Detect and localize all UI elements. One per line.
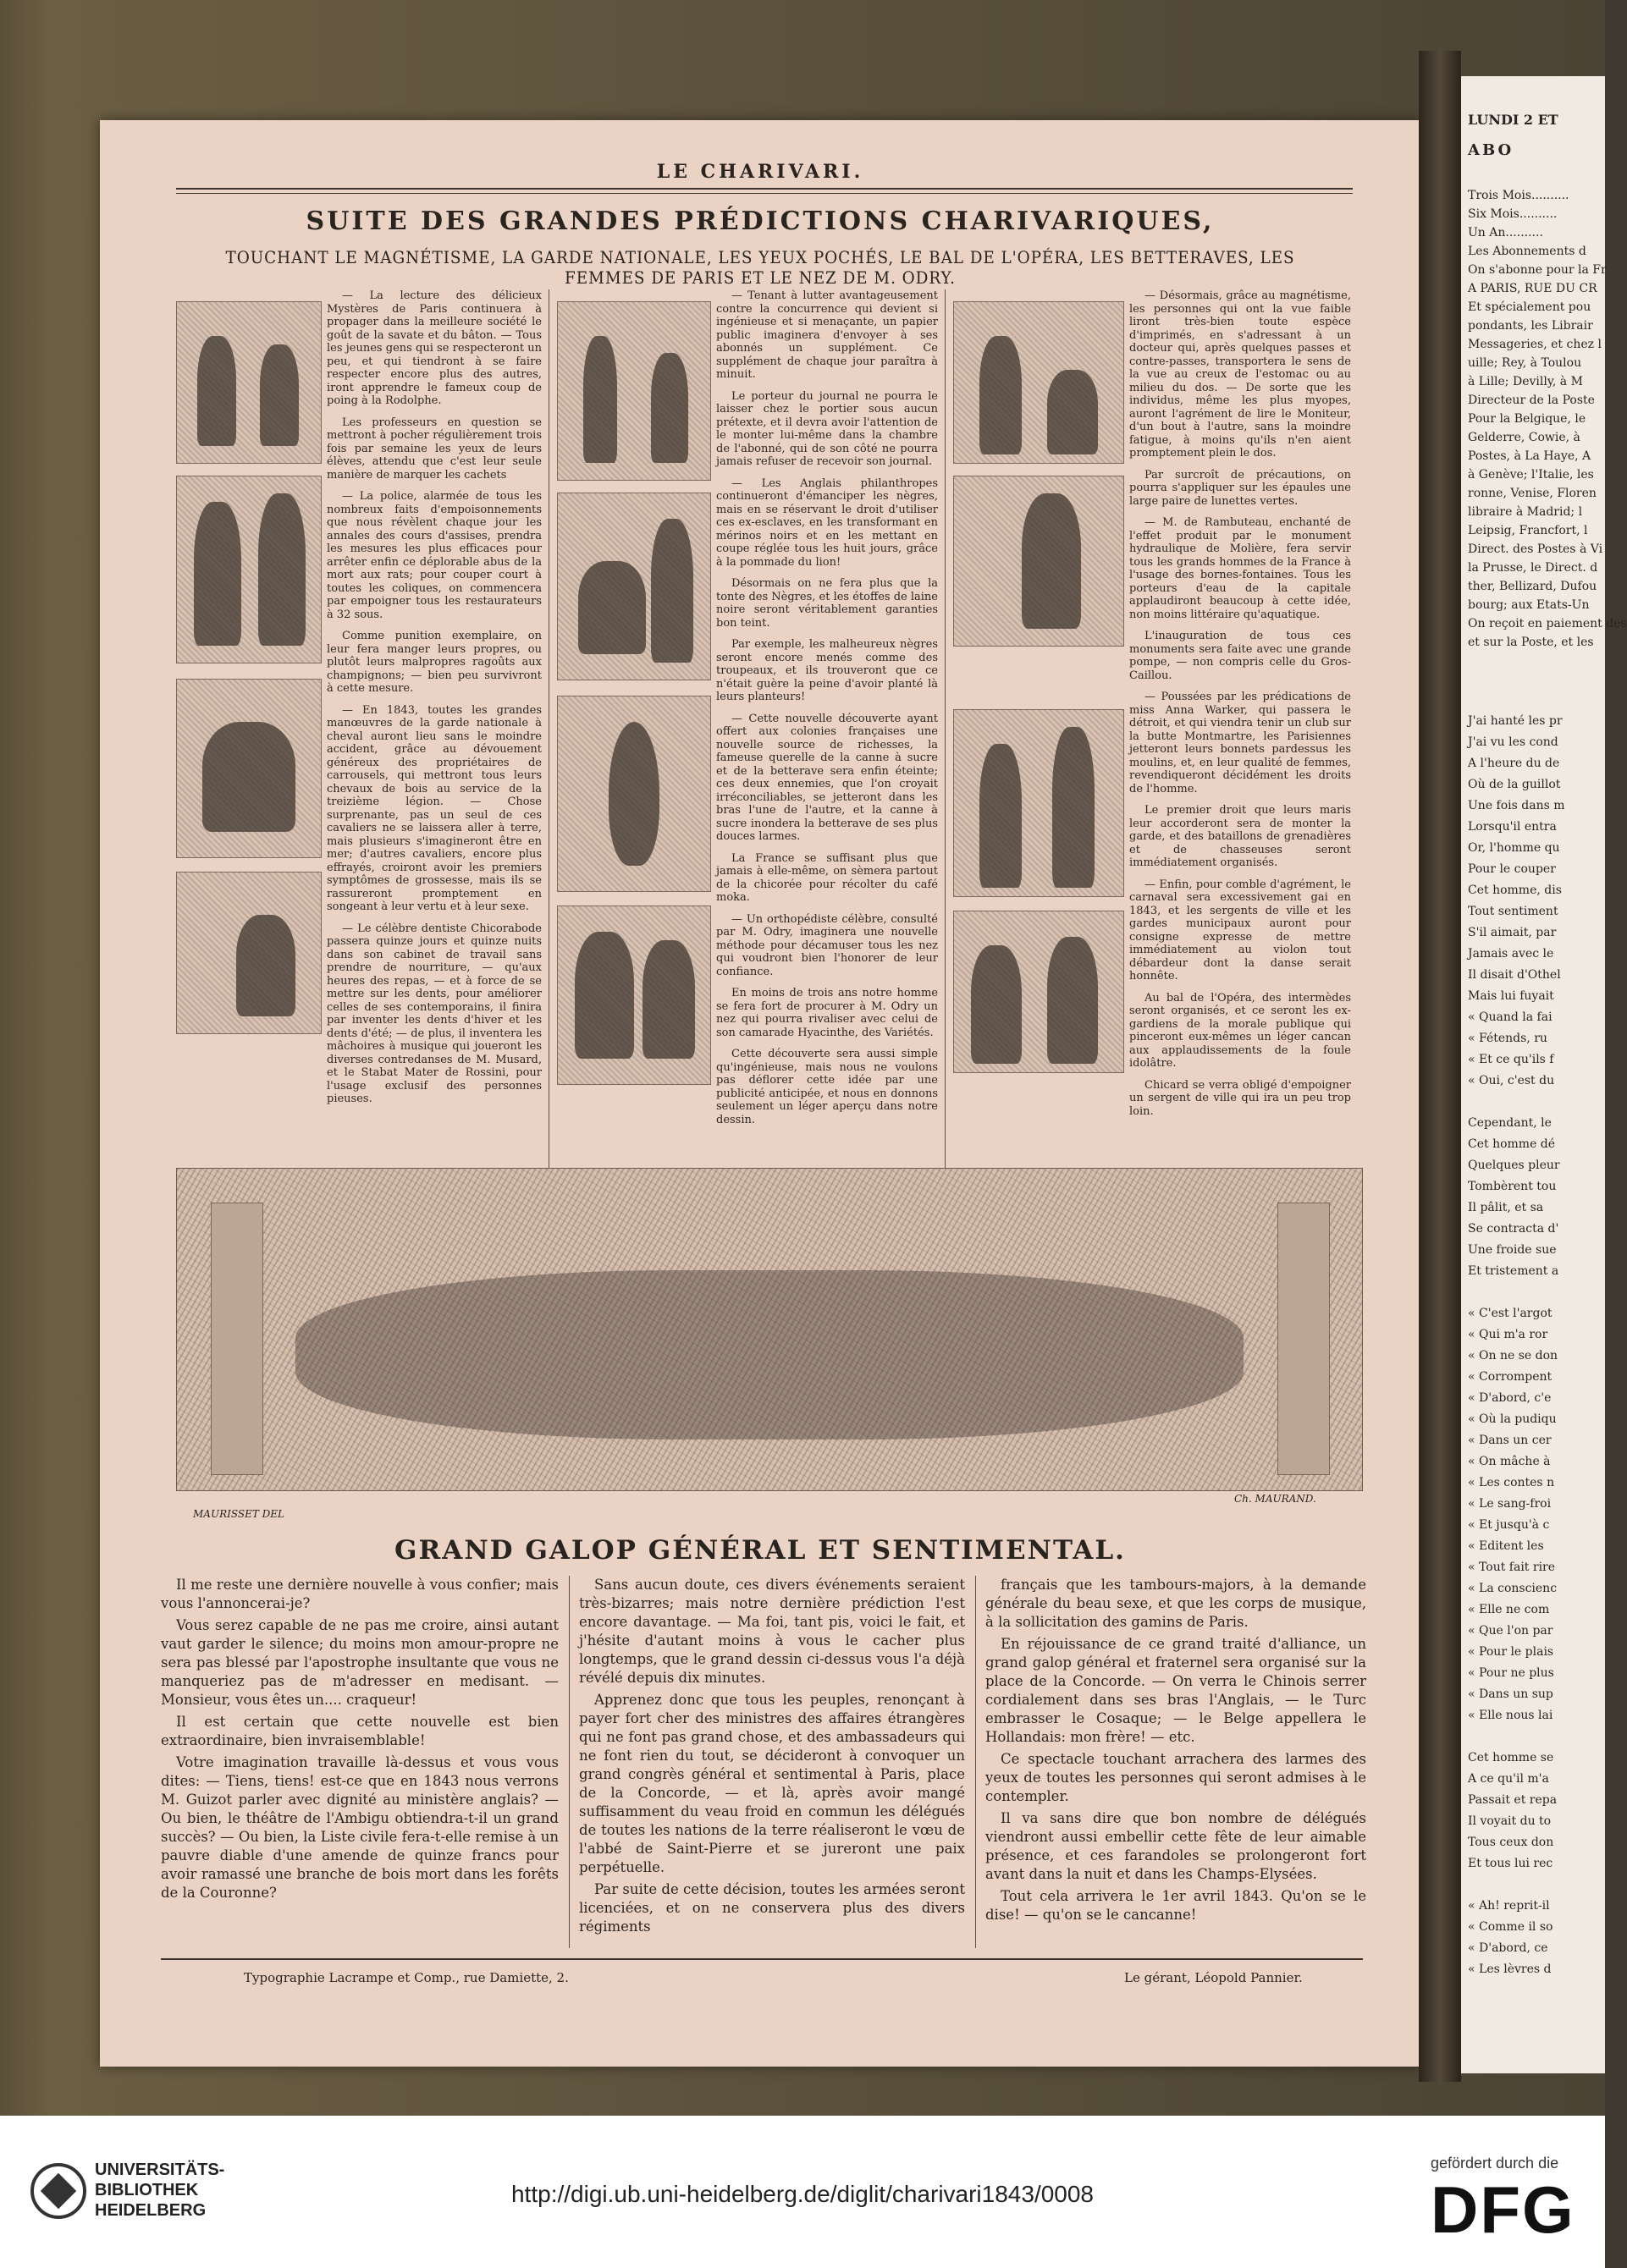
subscription-line: Directeur de la Poste	[1468, 394, 1595, 407]
body-divider-1	[569, 1576, 570, 1948]
poem-line: Où de la guillot	[1468, 778, 1561, 791]
subscription-line: On reçoit en paiement des	[1468, 617, 1627, 630]
poem-line: « Tout fait rire	[1468, 1561, 1556, 1574]
subscription-line: libraire à Madrid; l	[1468, 505, 1583, 519]
subscription-line: Six Mois..........	[1468, 207, 1558, 221]
illustration-newspaper-porter	[557, 301, 711, 481]
poem-line: Il voyait du to	[1468, 1814, 1552, 1828]
poem-line: « On mâche à	[1468, 1455, 1551, 1468]
col1-para-4: Comme punition exemplaire, on leur fera manger leurs propres, ou plutôt leurs malpropres ragoûts aux champignons; — bien peu survivront à cette mesure.	[327, 630, 542, 695]
poem-column	[1461, 711, 1605, 1980]
col2-para-4: Désormais on ne fera plus que la tonte des Nègres, et les étoffes de laine noire seront véritablement garanties bon teint.	[716, 577, 938, 630]
poem-line: Passait et repa	[1468, 1793, 1558, 1807]
body2-para-2: Apprenez donc que tous les peuples, renonçant à payer fort cher des ministres des affaires étrangères qui ne font pas grand chose, et des ambassadeurs qui ne font rien du tout, se décideront à convoquer un grand congrès général et sentimental à Paris, place de la Concorde, — et là, après avoir mangé suffisamment du veau froid en commun les délégués de toutes les nations de la terre réaliseront le vœu de l'abbé de Saint-Pierre et se jureront une paix perpétuelle.	[579, 1692, 965, 1875]
adjacent-heading: ABO	[1468, 141, 1514, 159]
illustration-savate	[176, 301, 322, 464]
poem-line: Cet homme dé	[1468, 1137, 1556, 1151]
body1-para-1: Il me reste une dernière nouvelle à vous confier; mais vous l'annoncerai-je?	[161, 1577, 559, 1611]
poem-line: « Le sang-froi	[1468, 1497, 1552, 1511]
poem-line: A l'heure du de	[1468, 757, 1560, 770]
adjacent-date: LUNDI 2 ET	[1468, 112, 1558, 128]
subscription-line: Et spécialement pou	[1468, 300, 1591, 314]
column-divider-2	[945, 289, 946, 1288]
poem-line: « Pour le plais	[1468, 1645, 1554, 1659]
illustration-odry-nose	[557, 906, 711, 1085]
poem-line: « Que l'on par	[1468, 1624, 1553, 1638]
poem-line: Cet homme se	[1468, 1751, 1554, 1764]
poem-line: Jamais avec le	[1468, 947, 1554, 961]
galop-title: GRAND GALOP GÉNÉRAL ET SENTIMENTAL.	[394, 1535, 1126, 1566]
poem-line: « Pour ne plus	[1468, 1666, 1554, 1680]
col3-para-8: Au bal de l'Opéra, des intermèdes seront organisés, et ce seront les ex-gardiens de la morale publique qui pinceront eux-mêmes un léger cancan aux applaudissements de la foule idolâtre.	[1129, 991, 1351, 1070]
poem-line: « Oui, c'est du	[1468, 1074, 1555, 1087]
body3-para-1: français que les tambours-majors, à la demande générale du beau sexe, et que les corps de musique, à la sollicitation des gamins de Paris.	[985, 1577, 1366, 1630]
body2-para-1: Sans aucun doute, ces divers événements seraient très-bizarres; mais notre dernière prédiction l'est encore davantage. — Ma foi, tant pis, voici le fait, et j'hésite d'autant moins à vous le cacher plus longtemps, que le grand dessin ci-dessus vous l'a déjà révélé depuis dix minutes.	[579, 1577, 965, 1686]
book-binding	[1419, 51, 1461, 2082]
body-divider-2	[975, 1576, 976, 1948]
body3-para-3: Ce spectacle touchant arrachera des larmes des yeux de toutes les personnes qui seront admises à le contempler.	[985, 1751, 1366, 1804]
poem-line: « Et ce qu'ils f	[1468, 1053, 1554, 1066]
poem-line: « Editent les	[1468, 1539, 1544, 1553]
col3-para-7: — Enfin, pour comble d'agrément, le carnaval sera excessivement gai en 1843, et les sergents de ville et les gardes municipaux auront pour consigne expresse de mettre immédiatement au violon tout débardeur dont la danse serait honnête.	[1129, 878, 1351, 983]
body-column-2	[579, 1576, 965, 1940]
col3-para-1: — Désormais, grâce au magnétisme, les personnes qui ont la vue faible liront très-bien toute espèce d'imprimés, en s'adressant à un docteur qui, après quelques passes et contre-passes, transportera le sens de la vue au creux de l'estomac ou au milieu du dos. — De sorte que les individus, même les plus myopes, auront l'agrément de lire le Moniteur, d'un bout à l'autre, sans la moindre fatigue, à moins qu'ils n'en aient promptement plein le dos.	[1129, 289, 1351, 460]
col2-para-1: — Tenant à lutter avantageusement contre la concurrence qui devient si ingénieuse et si menaçante, un papier public imaginera d'envoyer à ses abonnés un supplément. Ce supplément de chaque jour paraîtra à minuit.	[716, 289, 938, 381]
artist-signature-right: Ch. MAURAND.	[1234, 1493, 1316, 1505]
poem-line: Tous ceux don	[1468, 1836, 1554, 1849]
illustration-police	[176, 476, 322, 663]
dfg-logo: DFG	[1431, 2172, 1575, 2247]
column-1	[327, 289, 542, 1115]
col2-para-8: — Un orthopédiste célèbre, consulté par M. Odry, imaginera une nouvelle méthode pour décamuser tous les nez qui voudront bien l'honorer de leur confiance.	[716, 912, 938, 978]
poem-line: « Dans un cer	[1468, 1434, 1552, 1447]
poem-line: « La conscienc	[1468, 1582, 1558, 1595]
printer-credit: Typographie Lacrampe et Comp., rue Damiette, 2.	[244, 1970, 569, 1985]
poem-line: Se contracta d'	[1468, 1222, 1559, 1236]
subscription-line: Messageries, et chez l	[1468, 338, 1602, 351]
subscription-line: Postes, à La Haye, A	[1468, 449, 1591, 463]
col2-para-7: La France se suffisant plus que jamais à elle-même, on sèmera partout de la chicorée pour récolter du café moka.	[716, 851, 938, 904]
adjacent-page	[1461, 76, 1627, 2073]
poem-line: « D'abord, ce	[1468, 1941, 1548, 1955]
subscription-line: bourg; aux Etats-Un	[1468, 598, 1590, 612]
poem-line: Quelques pleur	[1468, 1159, 1560, 1172]
illustration-grenadieres	[953, 709, 1124, 897]
col2-para-10: Cette découverte sera aussi simple qu'ingénieuse, mais nous ne voulons pas déflorer cette idée par une publicité anticipée, et nous en donnons seulement un léger aperçu dans notre dessin.	[716, 1048, 938, 1126]
poem-line: Il disait d'Othel	[1468, 968, 1561, 982]
subscription-line: la Prusse, le Direct. d	[1468, 561, 1598, 575]
poem-line: « Comme il so	[1468, 1920, 1553, 1934]
poem-line	[1468, 1092, 1612, 1113]
body3-para-2: En réjouissance de ce grand traité d'alliance, un grand galop général et fraternel sera organisé sur la place de la Concorde. — On verra le Chinois serrer cordialement dans ses bras l'Anglais, — le Turc embrasser le Cosaque; — le Belge appellera le Hollandais: mon frère! — etc.	[985, 1636, 1366, 1745]
poem-line: « On ne se don	[1468, 1349, 1558, 1362]
poem-line: « Où la pudiqu	[1468, 1412, 1557, 1426]
illustration-carrousel	[176, 679, 322, 858]
poem-line: « Et jusqu'à c	[1468, 1518, 1550, 1532]
illustration-betterave	[557, 696, 711, 892]
footer-rule	[161, 1958, 1363, 1960]
poem-line: « Elle nous lai	[1468, 1709, 1553, 1722]
col1-para-1: — La lecture des délicieux Mystères de Paris continuera à propager dans la meilleure société le goût de la savate et du bâton. — Tous les jeunes gens qui se respecteront un peu, et qui tiendront à se faire respecter encore plus des autres, iront apprendre le fameux coup de poing à la Rodolphe.	[327, 289, 542, 407]
university-line-3: HEIDELBERG	[95, 2201, 207, 2220]
poem-line: A ce qu'il m'a	[1468, 1772, 1549, 1786]
subscription-line: uille; Rey, à Toulou	[1468, 356, 1582, 370]
page-url[interactable]: http://digi.ub.uni-heidelberg.de/diglit/charivari1843/0008	[510, 2181, 1095, 2207]
illustration-carnaval	[953, 911, 1124, 1073]
poem-line: « Corrompent	[1468, 1370, 1553, 1384]
poem-line: Cet homme, dis	[1468, 884, 1562, 897]
body-column-1	[161, 1576, 559, 1906]
subscription-line: et sur la Poste, et les	[1468, 636, 1594, 649]
poem-line: « Les lèvres d	[1468, 1962, 1552, 1976]
poem-line: « Ah! reprit-il	[1468, 1899, 1550, 1913]
subscription-line: Les Abonnements d	[1468, 245, 1586, 258]
col1-para-6: — Le célèbre dentiste Chicorabode passera quinze jours et quinze nuits dans son cabinet de travail sans prendre de nourriture, — qu'aux heures des repas, — et à force de se mettre sur les dents, pour améliorer celles de ses contemporains, il finira par inventer les dents d'hiver et les dents d'été; — de plus, il inventera les mâchoires à musique qui joueront les diverses contredanses de M. Musard, et le Stabat Mater de Rossini, pour l'usage exclusif des personnes pieuses.	[327, 922, 542, 1105]
subscription-line: à Genève; l'Italie, les	[1468, 468, 1594, 482]
subscription-line: Un An..........	[1468, 226, 1543, 239]
poem-line: J'ai hanté les pr	[1468, 714, 1563, 728]
poem-line: « C'est l'argot	[1468, 1307, 1553, 1320]
body1-para-3: Il est certain que cette nouvelle est bien extraordinaire, bien invraisemblable!	[161, 1714, 559, 1748]
article-title: SUITE DES GRANDES PRÉDICTIONS CHARIVARIQUES,	[306, 206, 1215, 236]
poem-line: Lorsqu'il entra	[1468, 820, 1557, 834]
poem-line: Et tristement a	[1468, 1264, 1559, 1278]
poem-line: « Les contes n	[1468, 1476, 1555, 1489]
header-rule	[176, 188, 1353, 190]
col2-para-6: — Cette nouvelle découverte ayant offert aux colonies françaises une nouvelle source de richesses, la fameuse querelle de la canne à sucre et de la betterave sera enfin éteinte; ces deux ennemies, que l'on croyait irréconciliables, se jetteront dans les bras l'une de l'autre, et la canne à sucre inondera la betterave de ses plus douces larmes.	[716, 712, 938, 843]
body3-para-4: Il va sans dire que bon nombre de délégués viendront aussi embellir cette fête de leur aimable présence, et ces farandoles se prolongeront fort avant dans la nuit et dans les Champs-Elysées.	[985, 1810, 1366, 1882]
col3-para-4: L'inauguration de tous ces monuments sera faite avec une grande pompe, — non compris celle du Gros-Caillou.	[1129, 630, 1351, 682]
poem-line: Tout sentiment	[1468, 905, 1558, 918]
poem-line: Une froide sue	[1468, 1243, 1557, 1257]
university-line-2: BIBLIOTHEK	[95, 2181, 199, 2199]
illustration-dentist	[176, 872, 322, 1034]
illustration-grand-galop	[176, 1168, 1363, 1491]
article-subtitle: TOUCHANT LE MAGNÉTISME, LA GARDE NATIONALE, LES YEUX POCHÉS, LE BAL DE L'OPÉRA, LES BETTERAVES, LES FEMMES DE PARIS ET LE NEZ DE M. ODRY.	[225, 247, 1295, 288]
manager-credit: Le gérant, Léopold Pannier.	[1124, 1970, 1303, 1985]
col1-para-3: — La police, alarmée de tous les nombreux faits d'empoisonnements que nous révèlent chaque jour les annales des cours d'assises, prendra les mesures les plus efficaces pour arrêter enfin ce déplorable abus de la mort aux rats; pour couper court à toutes les coliques, on commencera par empoigner tous les restaurateurs à 32 sous.	[327, 490, 542, 621]
body2-para-3: Par suite de cette décision, toutes les armées seront licenciées, et on ne conservera plus des divers régiments	[579, 1881, 965, 1935]
col2-para-5: Par exemple, les malheureux nègres seront encore menés comme des troupeaux, et ils trouveront que ce n'était guère la peine d'avoir planté là leurs planteurs!	[716, 638, 938, 703]
lamp-post-left	[211, 1203, 263, 1475]
subscription-list	[1461, 186, 1627, 652]
col2-para-3: — Les Anglais philanthropes continueront d'émanciper les nègres, mais en se réservant le droit d'utiliser ces ex-esclaves, en les transformant en mérinos noirs et en les mettant en coupe réglée tous les huit jours, grâce à la pommade du lion!	[716, 476, 938, 569]
column-2	[716, 289, 938, 1135]
subscription-line: On s'abonne pour la Fr	[1468, 263, 1607, 277]
poem-line	[1468, 1282, 1612, 1303]
poem-line: « Elle ne com	[1468, 1603, 1550, 1616]
poem-line: Pour le couper	[1468, 862, 1556, 876]
poem-line: « Qui m'a ror	[1468, 1328, 1548, 1341]
col3-para-3: — M. de Rambuteau, enchanté de l'effet produit par le monument hydraulique de Molière, fera servir tous les grands hommes de la France à l'usage des bornes-fontaines. Tous les porteurs d'eau de la capitale applaudiront beaucoup à cette idée, non moins littéraire qu'aquatique.	[1129, 516, 1351, 621]
col3-para-2: Par surcroît de précautions, on pourra s'appliquer sur les épaules une large paire de lunettes vertes.	[1129, 468, 1351, 508]
col2-para-2: Le porteur du journal ne pourra le laisser chez le portier sous aucun prétexte, et il devra avoir l'attention de le monter lui-même dans la chambre de l'abonné, qui de son côté ne pourra jamais refuser de recevoir son journal.	[716, 389, 938, 468]
poem-line: Et tous lui rec	[1468, 1857, 1553, 1870]
body-column-3	[985, 1576, 1366, 1928]
newspaper-page	[100, 120, 1420, 2067]
subscription-line: A PARIS, RUE DU CR	[1468, 282, 1597, 295]
poem-line: « Dans un sup	[1468, 1687, 1553, 1701]
poem-line: S'il aimait, par	[1468, 926, 1557, 939]
poem-line	[1468, 1726, 1612, 1748]
subscription-line: Trois Mois..........	[1468, 189, 1569, 202]
col3-para-5: — Poussées par les prédications de miss Anna Warker, qui passera le détroit, et qui viendra tenir un club sur la butte Montmartre, les Parisiennes jetteront leurs bonnets pardessus les moulins, et, en leur qualité de femmes, revendiqueront décidément les droits de l'homme.	[1129, 691, 1351, 795]
subscription-line: pondants, les Librair	[1468, 319, 1593, 333]
col1-para-5: — En 1843, toutes les grandes manœuvres de la garde nationale à cheval auront lieu sans le moindre accident, grâce au dévouement généreux des propriétaires de carrousels, qui mettront tous leurs chevaux de bois au service de la treizième légion. — Chose surprenante, pas un seul de ces cavaliers ne se laissera aller à terre, mais plusieurs s'imagineront être en mer; d'autres cavaliers, encore plus effrayés, croiront avoir les premiers symptômes de grossesse, mais ils se rassureront promptement en songeant à leur vertu et à leur sexe.	[327, 703, 542, 913]
col2-para-9: En moins de trois ans notre homme se fera fort de procurer à M. Odry un nez qui pourra rivaliser avec celui de son camarade Hyacinthe, des Variétés.	[716, 987, 938, 1039]
col1-para-2: Les professeurs en question se mettront à pocher régulièrement trois fois par semaine les yeux de leurs élèves, attendu que c'est leur seule manière de marquer les cachets	[327, 416, 542, 482]
funded-by: gefördert durch die	[1431, 2155, 1559, 2172]
body1-para-2: Vous serez capable de ne pas me croire, ainsi autant vaut garder le silence; du moins mon amour-propre ne sera pas blessé par l'apostrophe insultante que vous ne manqueriez pas de m'adresser en medisant. — Monsieur, vous êtes un.... craqueur!	[161, 1617, 559, 1708]
poem-line: Tombèrent tou	[1468, 1180, 1557, 1193]
masthead: LE CHARIVARI.	[656, 161, 864, 183]
subscription-line: Leipsig, Francfort, l	[1468, 524, 1588, 537]
poem-line: J'ai vu les cond	[1468, 735, 1558, 749]
body1-para-4: Votre imagination travaille là-dessus et vous vous dites: — Tiens, tiens! est-ce que en 1843 nous verrons M. Guizot parler avec dignité au ministère anglais? — Ou bien, le théâtre de l'Ambigu obtiendra-t-il un grand succès? — Ou bien, la Liste civile fera-t-elle remise à un pauvre diable d'une amende de quinze francs pour avoir ramassé une branche de bois mort dans les forêts de la Couronne?	[161, 1754, 559, 1901]
subscription-line: à Lille; Devilly, à M	[1468, 375, 1583, 388]
body3-para-5: Tout cela arrivera le 1er avril 1843. Qu'on se le dise! — qu'on se le cancanne!	[985, 1888, 1366, 1923]
university-line-1: UNIVERSITÄTS-	[95, 2161, 225, 2179]
poem-line: Il pâlit, et sa	[1468, 1201, 1544, 1214]
col3-para-6: Le premier droit que leurs maris leur accorderont sera de monter la garde, et des bataillons de grenadières et de chasseuses seront immédiatement organisés.	[1129, 804, 1351, 869]
poem-line: Mais lui fuyait	[1468, 989, 1554, 1003]
column-3	[1129, 289, 1351, 1126]
poem-line	[1468, 1874, 1612, 1896]
subscription-line: Pour la Belgique, le	[1468, 412, 1586, 426]
illustration-magnetism	[953, 301, 1124, 464]
lamp-post-right	[1277, 1203, 1330, 1475]
poem-line: « D'abord, c'e	[1468, 1391, 1552, 1405]
poem-line: « Fétends, ru	[1468, 1032, 1547, 1045]
illustration-moliere-fountain	[953, 476, 1124, 647]
col3-para-9: Chicard se verra obligé d'empoigner un sergent de ville qui ira un peu trop loin.	[1129, 1078, 1351, 1118]
poem-line: « Quand la fai	[1468, 1010, 1553, 1024]
header-rule-thin	[176, 193, 1353, 194]
poem-line: Cependant, le	[1468, 1116, 1552, 1130]
subscription-line: ther, Bellizard, Dufou	[1468, 580, 1597, 593]
subscription-line: ronne, Venise, Floren	[1468, 487, 1597, 500]
artist-signature-left: MAURISSET DEL	[193, 1508, 284, 1520]
poem-line: Or, l'homme qu	[1468, 841, 1560, 855]
illustration-shearing	[557, 493, 711, 680]
subscription-line: Direct. des Postes à Vi	[1468, 542, 1603, 556]
subscription-line: Gelderre, Cowie, à	[1468, 431, 1580, 444]
poem-line: Une fois dans m	[1468, 799, 1565, 812]
